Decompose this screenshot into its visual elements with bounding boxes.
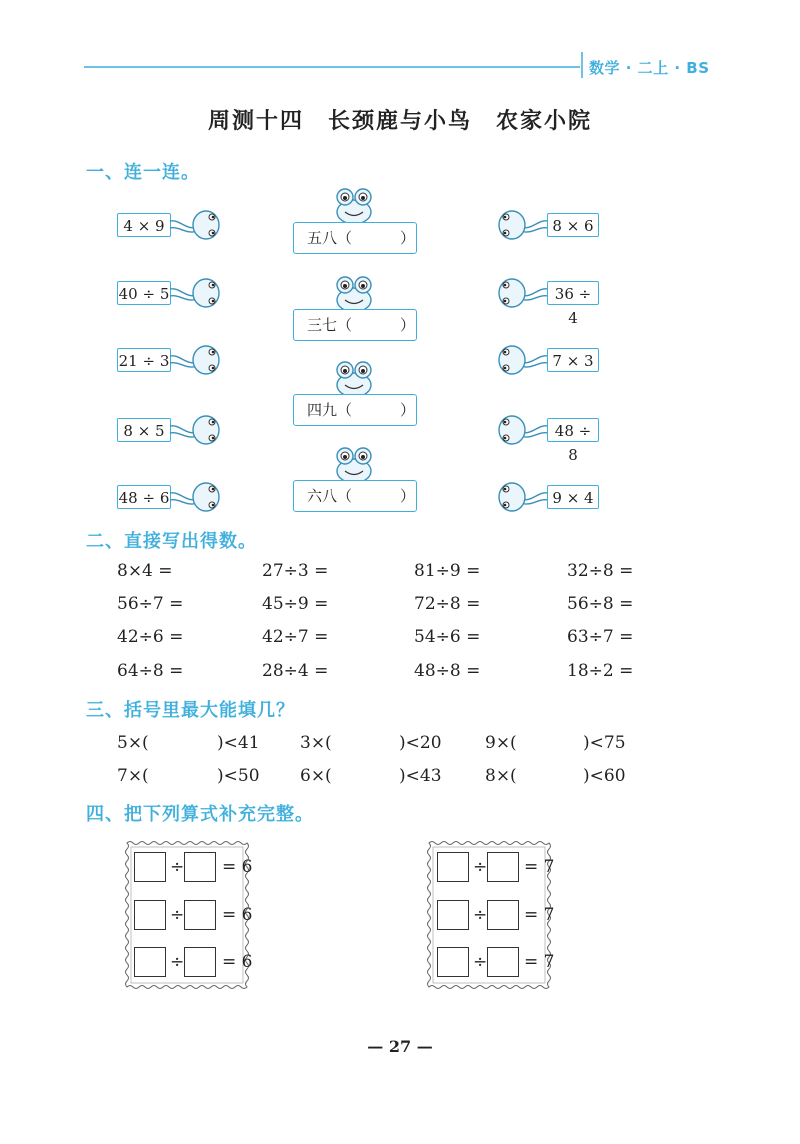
- left-expression-2[interactable]: 40 ÷ 5: [117, 281, 171, 305]
- calc-item: 45÷9 =: [262, 594, 329, 614]
- inequality-prefix: 9×(: [485, 733, 517, 753]
- frog-icon: [333, 274, 375, 314]
- inequality-suffix: )<43: [399, 766, 442, 786]
- inequality-suffix: )<41: [217, 733, 260, 753]
- inequality-suffix: )<50: [217, 766, 260, 786]
- tadpole-icon: [168, 481, 220, 513]
- right-expression-5[interactable]: 9 × 4: [547, 485, 599, 509]
- blank-square-divisor[interactable]: [184, 900, 216, 930]
- inequality-prefix: 8×(: [485, 766, 517, 786]
- equation-result: = 6: [222, 857, 253, 877]
- tadpole-icon: [168, 209, 220, 241]
- number-word: 五八: [307, 229, 338, 247]
- inequality-prefix: 5×(: [117, 733, 149, 753]
- section1-title: 一、连一连。: [86, 162, 200, 183]
- number-word-box-4[interactable]: [293, 480, 417, 512]
- blank-square-dividend[interactable]: [134, 900, 166, 930]
- right-expression-1[interactable]: 8 × 6: [547, 213, 599, 237]
- answer-paren-open: （: [337, 229, 353, 247]
- right-expression-2[interactable]: 36 ÷ 4: [547, 281, 599, 305]
- equation-result: = 7: [524, 952, 555, 972]
- tadpole-icon: [498, 277, 550, 309]
- blank-square-divisor[interactable]: [487, 900, 519, 930]
- calc-item: 72÷8 =: [414, 594, 481, 614]
- answer-paren-close: ）: [400, 316, 416, 334]
- equation-result: = 6: [222, 952, 253, 972]
- header-rule: [84, 66, 580, 68]
- inequality-prefix: 7×(: [117, 766, 149, 786]
- tadpole-icon: [498, 344, 550, 376]
- number-word-box-3[interactable]: [293, 394, 417, 426]
- right-expression-3[interactable]: 7 × 3: [547, 348, 599, 372]
- inequality-prefix: 6×(: [300, 766, 332, 786]
- frog-icon: [333, 186, 375, 226]
- calc-item: 42÷6 =: [117, 627, 184, 647]
- inequality-suffix: )<20: [399, 733, 442, 753]
- inequality-suffix: )<60: [583, 766, 626, 786]
- calc-item: 63÷7 =: [567, 627, 634, 647]
- number-word: 四九: [307, 401, 338, 419]
- blank-square-dividend[interactable]: [437, 947, 469, 977]
- divide-sign: ÷: [170, 857, 185, 877]
- left-expression-5[interactable]: 48 ÷ 6: [117, 485, 171, 509]
- right-expression-4[interactable]: 48 ÷ 8: [547, 418, 599, 442]
- calc-item: 48÷8 =: [414, 661, 481, 681]
- frog-icon: [333, 359, 375, 399]
- answer-paren-open: （: [337, 401, 353, 419]
- divide-sign: ÷: [473, 905, 488, 925]
- blank-square-dividend[interactable]: [134, 947, 166, 977]
- calc-item: 8×4 =: [117, 561, 173, 581]
- number-word: 六八: [307, 487, 338, 505]
- blank-square-divisor[interactable]: [487, 852, 519, 882]
- blank-square-dividend[interactable]: [437, 900, 469, 930]
- page-number: — 27 —: [367, 1037, 433, 1056]
- blank-square-divisor[interactable]: [184, 947, 216, 977]
- calc-item: 42÷7 =: [262, 627, 329, 647]
- number-word-box-2[interactable]: [293, 309, 417, 341]
- tadpole-icon: [168, 414, 220, 446]
- frog-icon: [333, 445, 375, 485]
- answer-paren-close: ）: [400, 229, 416, 247]
- inequality-prefix: 3×(: [300, 733, 332, 753]
- number-word-box-1[interactable]: [293, 222, 417, 254]
- equation-result: = 7: [524, 905, 555, 925]
- section4-title: 四、把下列算式补充完整。: [86, 804, 314, 825]
- blank-square-divisor[interactable]: [487, 947, 519, 977]
- calc-item: 56÷7 =: [117, 594, 184, 614]
- divide-sign: ÷: [473, 952, 488, 972]
- section2-title: 二、直接写出得数。: [86, 531, 257, 552]
- divide-sign: ÷: [473, 857, 488, 877]
- calc-item: 18÷2 =: [567, 661, 634, 681]
- number-word: 三七: [307, 316, 338, 334]
- blank-square-divisor[interactable]: [184, 852, 216, 882]
- header-label: 数学 · 二上 · BS: [589, 59, 710, 77]
- answer-paren-close: ）: [400, 401, 416, 419]
- tadpole-icon: [168, 344, 220, 376]
- page-title: 周测十四 长颈鹿与小鸟 农家小院: [207, 109, 592, 134]
- equation-result: = 7: [524, 857, 555, 877]
- calc-item: 54÷6 =: [414, 627, 481, 647]
- calc-item: 27÷3 =: [262, 561, 329, 581]
- calc-item: 56÷8 =: [567, 594, 634, 614]
- calc-item: 81÷9 =: [414, 561, 481, 581]
- section3-title: 三、括号里最大能填几？: [86, 700, 295, 721]
- left-expression-4[interactable]: 8 × 5: [117, 418, 171, 442]
- tadpole-icon: [168, 277, 220, 309]
- divide-sign: ÷: [170, 905, 185, 925]
- blank-square-dividend[interactable]: [134, 852, 166, 882]
- left-expression-3[interactable]: 21 ÷ 3: [117, 348, 171, 372]
- tadpole-icon: [498, 209, 550, 241]
- equation-result: = 6: [222, 905, 253, 925]
- header-divider: [581, 52, 583, 78]
- calc-item: 64÷8 =: [117, 661, 184, 681]
- blank-square-dividend[interactable]: [437, 852, 469, 882]
- answer-paren-close: ）: [400, 487, 416, 505]
- inequality-suffix: )<75: [583, 733, 626, 753]
- tadpole-icon: [498, 414, 550, 446]
- calc-item: 32÷8 =: [567, 561, 634, 581]
- answer-paren-open: （: [337, 316, 353, 334]
- answer-paren-open: （: [337, 487, 353, 505]
- divide-sign: ÷: [170, 952, 185, 972]
- left-expression-1[interactable]: 4 × 9: [117, 213, 171, 237]
- calc-item: 28÷4 =: [262, 661, 329, 681]
- tadpole-icon: [498, 481, 550, 513]
